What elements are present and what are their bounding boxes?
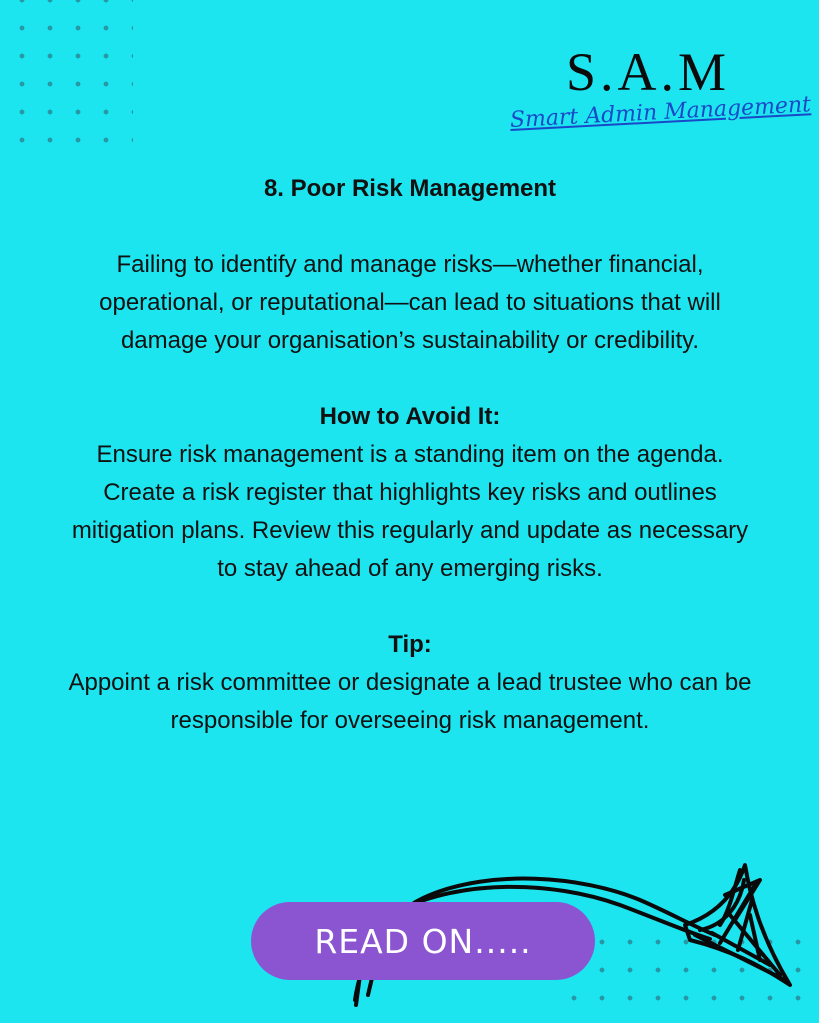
avoid-paragraph: Ensure risk management is a standing item on the agenda. Create a risk register that highlights key risks and outlines mitigation plans. Review this regularly and update as necessary to stay ahead of any emerging risks. <box>71 441 749 582</box>
avoid-heading: How to Avoid It: <box>319 403 501 430</box>
tip-heading: Tip: <box>388 631 432 658</box>
section-title: 8. Poor Risk Management <box>263 175 557 202</box>
intro-paragraph: Failing to identify and manage risks—whether financial, operational, or reputational—can lead to situations that will damage your organisation’s sustainability or credibility. <box>99 251 721 354</box>
spacer <box>60 588 760 626</box>
tip-paragraph: Appoint a risk committee or designate a lead trustee who can be responsible for overseeing risk management. <box>68 669 752 734</box>
logo-subtitle: Smart Admin Management <box>509 92 812 133</box>
article-content <box>60 170 760 740</box>
spacer <box>60 360 760 398</box>
logo-title: S.A.M <box>565 42 731 102</box>
spacer <box>60 208 760 246</box>
read-on-button[interactable]: READ ON..... <box>251 902 595 980</box>
dot-grid-top-left <box>8 0 133 145</box>
brand-logo <box>500 40 812 150</box>
